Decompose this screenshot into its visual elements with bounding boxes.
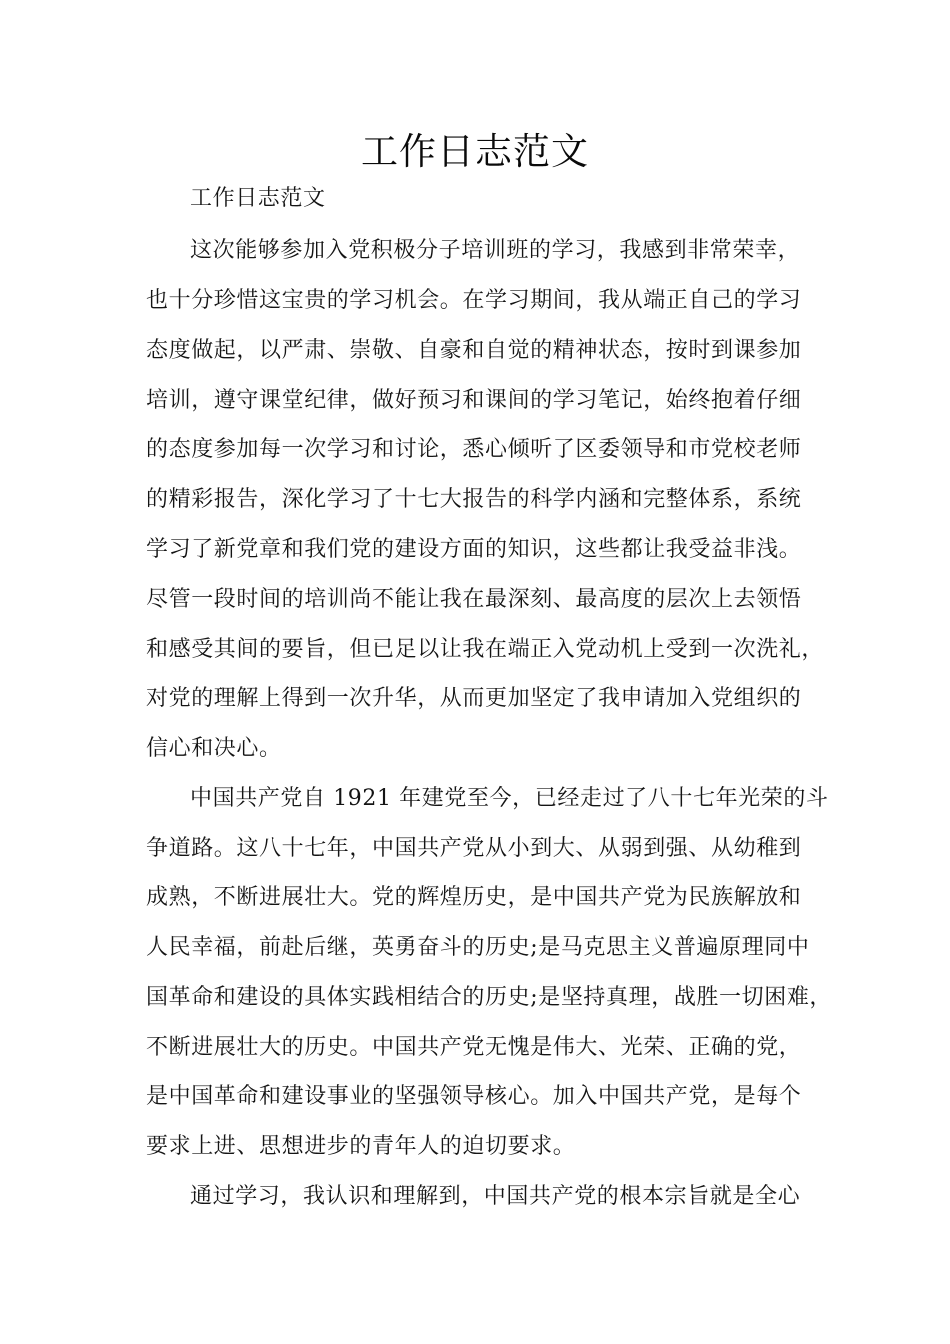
text-line: 信心和决心。 [146, 736, 282, 761]
text-line: 这次能够参加入党积极分子培训班的学习，我感到非常荣幸， [190, 238, 801, 263]
text-line: 要求上进、思想进步的青年人的迫切要求。 [146, 1134, 576, 1159]
text-line: 不断进展壮大的历史。中国共产党无愧是伟大、光荣、正确的党， [146, 1035, 802, 1060]
text-line: 通过学习，我认识和理解到，中国共产党的根本宗旨就是全心 [190, 1184, 801, 1209]
text-line: 工作日志范文 [190, 186, 326, 211]
text-line: 成熟，不断进展壮大。党的辉煌历史，是中国共产党为民族解放和 [146, 885, 802, 910]
text-line: 人民幸福，前赴后继，英勇奋斗的历史;是马克思主义普遍原理同中 [146, 935, 810, 960]
text-line: 是中国革命和建设事业的坚强领导核心。加入中国共产党，是每个 [146, 1084, 802, 1109]
text-line: 也十分珍惜这宝贵的学习机会。在学习期间，我从端正自己的学习 [146, 288, 802, 313]
text-line: 国革命和建设的具体实践相结合的历史;是坚持真理，战胜一切困难， [146, 985, 833, 1010]
text-line: 态度做起，以严肃、崇敬、自豪和自觉的精神状态，按时到课参加 [146, 338, 802, 363]
text-line: 对党的理解上得到一次升华，从而更加坚定了我申请加入党组织的 [146, 686, 802, 711]
text-line: 中国共产党自 1921 年建党至今，已经走过了八十七年光荣的斗 [190, 786, 829, 811]
text-line: 培训，遵守课堂纪律，做好预习和课间的学习笔记，始终抱着仔细 [146, 388, 802, 413]
text-line: 争道路。这八十七年，中国共产党从小到大、从弱到强、从幼稚到 [146, 836, 802, 861]
text-line: 的态度参加每一次学习和讨论，悉心倾听了区委领导和市党校老师 [146, 437, 802, 462]
text-line: 的精彩报告，深化学习了十七大报告的科学内涵和完整体系，系统 [146, 487, 802, 512]
text-line: 和感受其间的要旨，但已足以让我在端正入党动机上受到一次洗礼， [146, 637, 825, 662]
text-line: 尽管一段时间的培训尚不能让我在最深刻、最高度的层次上去领悟 [146, 587, 802, 612]
document-title: 工作日志范文 [361, 130, 589, 173]
text-line: 学习了新党章和我们党的建设方面的知识，这些都让我受益非浅。 [146, 537, 802, 562]
